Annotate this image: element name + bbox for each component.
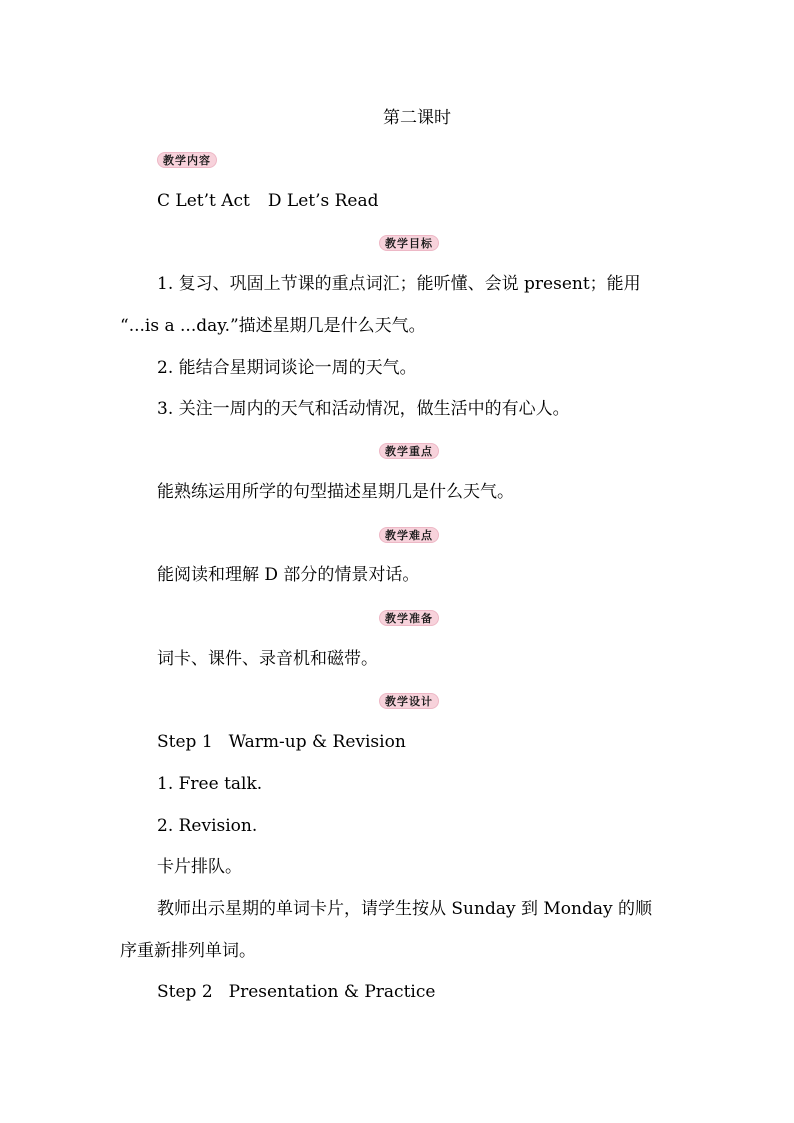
content-line	[157, 190, 379, 212]
revision-item: 2. Revision.	[157, 816, 258, 836]
step-1-heading	[157, 731, 406, 753]
step-1-title: Warm-up & Revision	[228, 732, 406, 752]
objective-1-line-1: 1. 复习、巩固上节课的重点词汇；能听懂、会说 present；能用	[157, 274, 641, 294]
objective-1-line-2: “...is a ...day.”描述星期几是什么天气。	[120, 316, 426, 336]
section-tag-difficulties: 教学难点	[379, 527, 439, 543]
cards-text: 卡片排队。	[157, 857, 242, 877]
section-tag-objectives: 教学目标	[379, 235, 439, 251]
step-2-heading	[157, 981, 435, 1003]
description-line-2: 序重新排列单词。	[120, 941, 256, 961]
page-title: 第二课时	[383, 108, 451, 128]
step-2-number: Step 2	[157, 982, 213, 1002]
description-line-1: 教师出示星期的单词卡片，请学生按从 Sunday 到 Monday 的顺	[157, 899, 652, 919]
preparation-text: 词卡、课件、录音机和磁带。	[157, 649, 378, 669]
section-tag-key-points: 教学重点	[379, 443, 439, 459]
section-tag-design: 教学设计	[379, 693, 439, 709]
objective-3: 3. 关注一周内的天气和活动情况，做生活中的有心人。	[157, 399, 570, 419]
free-talk-item: 1. Free talk.	[157, 774, 263, 794]
step-2-title: Presentation & Practice	[228, 982, 436, 1002]
step-1-number: Step 1	[157, 732, 213, 752]
objective-2: 2. 能结合星期词谈论一周的天气。	[157, 358, 417, 378]
key-points-text: 能熟练运用所学的句型描述星期几是什么天气。	[157, 482, 514, 502]
content-part-c: C Let’t Act	[157, 191, 250, 211]
section-tag-content: 教学内容	[157, 152, 217, 168]
difficulties-text: 能阅读和理解 D 部分的情景对话。	[157, 565, 420, 585]
content-part-d: D Let’s Read	[267, 191, 379, 211]
section-tag-preparation: 教学准备	[379, 610, 439, 626]
